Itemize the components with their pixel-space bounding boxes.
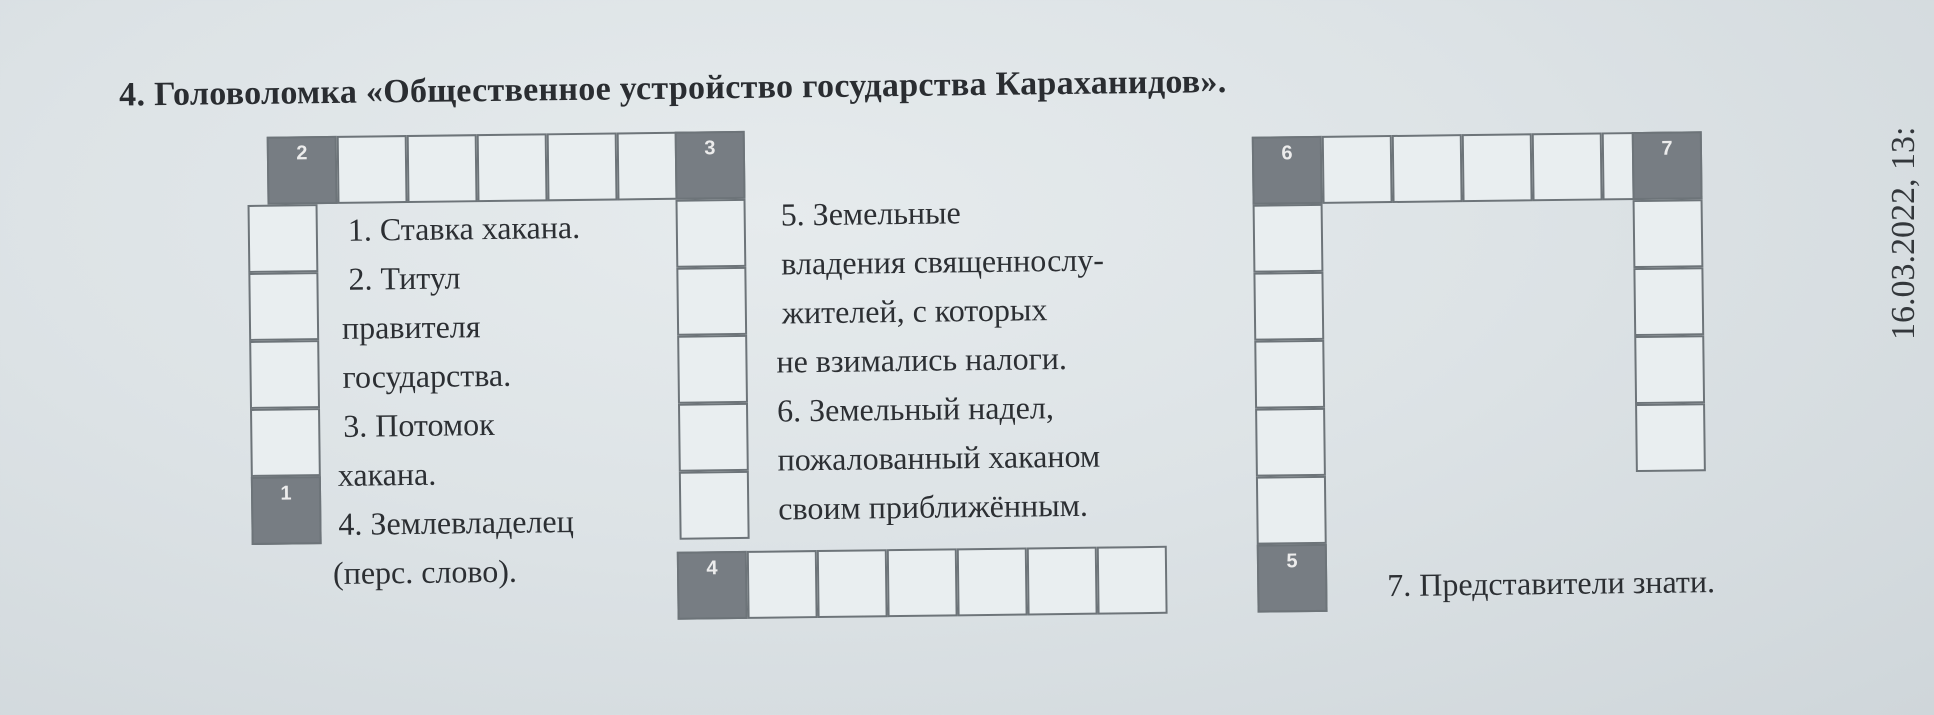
clue-3-line-1: 3. Потомок [343, 405, 495, 444]
word-6-cell[interactable] [1532, 132, 1603, 201]
word-3-cell[interactable] [676, 267, 747, 336]
cell-number-7: 7 [1632, 131, 1703, 200]
word-4-cell[interactable] [1027, 547, 1098, 616]
cell-number-1: 1 [251, 476, 322, 545]
clue-4-line-2: (перс. слово). [332, 552, 518, 591]
word-3-cell[interactable] [675, 199, 746, 268]
clue-5-line-3: жителей, с которых [781, 291, 1048, 331]
clue-7: 7. Представители знати. [1387, 563, 1716, 604]
word-1-cell[interactable] [249, 340, 320, 409]
word-3-cell[interactable] [677, 335, 748, 404]
word-7-cell[interactable] [1635, 403, 1706, 472]
word-3-cell[interactable] [678, 403, 749, 472]
word-6-cell[interactable] [1392, 134, 1463, 203]
cell-number-6: 6 [1252, 136, 1323, 205]
word-5-cell[interactable] [1256, 476, 1327, 545]
word-4-cell[interactable] [817, 549, 888, 618]
word-5-cell[interactable] [1254, 340, 1325, 409]
word-7-cell[interactable] [1633, 267, 1704, 336]
clue-2-line-1: 2. Титул [348, 259, 461, 297]
word-4-cell[interactable] [887, 548, 958, 617]
word-4-cell[interactable] [747, 550, 818, 619]
cell-number-2: 2 [267, 136, 338, 205]
word-1-cell[interactable] [248, 272, 319, 341]
word-7-cell[interactable] [1633, 199, 1704, 268]
word-2-cell[interactable] [407, 134, 478, 203]
clue-6-line-2: пожалованный хаканом [777, 437, 1101, 478]
clue-3-line-2: хакана. [337, 455, 437, 493]
word-4-cell[interactable] [957, 547, 1028, 616]
clue-6-line-1: 6. Земельный надел, [776, 389, 1055, 429]
word-1-cell[interactable] [248, 204, 319, 273]
word-6-cell[interactable] [1322, 135, 1393, 204]
cell-number-4: 4 [677, 551, 748, 620]
clue-4-line-1: 4. Землевладелец [338, 503, 574, 542]
word-7-cell[interactable] [1634, 335, 1705, 404]
clue-5-line-2: владения священнослу- [781, 241, 1105, 282]
word-2-cell[interactable] [547, 132, 618, 201]
clue-1: 1. Ставка хакана. [347, 208, 581, 248]
cell-number-3: 3 [675, 131, 746, 200]
clue-2-line-3: государства. [342, 356, 512, 395]
word-3-cell[interactable] [679, 471, 750, 540]
word-2-cell[interactable] [477, 133, 548, 202]
word-1-cell[interactable] [250, 408, 321, 477]
word-5-cell[interactable] [1255, 408, 1326, 477]
date-stamp: 16.03.2022, 13: [1885, 126, 1922, 340]
word-5-cell[interactable] [1253, 272, 1324, 341]
clue-5-line-4: не взимались налоги. [776, 339, 1068, 380]
clue-6-line-3: своим приближённым. [778, 486, 1089, 527]
word-2-cell[interactable] [337, 135, 408, 204]
word-4-cell[interactable] [1097, 546, 1168, 615]
cell-number-5: 5 [1257, 544, 1328, 613]
clue-2-line-2: правителя [341, 308, 481, 346]
clue-5-line-1: 5. Земельные [780, 194, 961, 233]
word-6-cell[interactable] [1462, 133, 1533, 202]
word-5-cell[interactable] [1253, 204, 1324, 273]
puzzle-title: 4. Головоломка «Общественное устройство государства Караханидов». [118, 63, 1227, 114]
